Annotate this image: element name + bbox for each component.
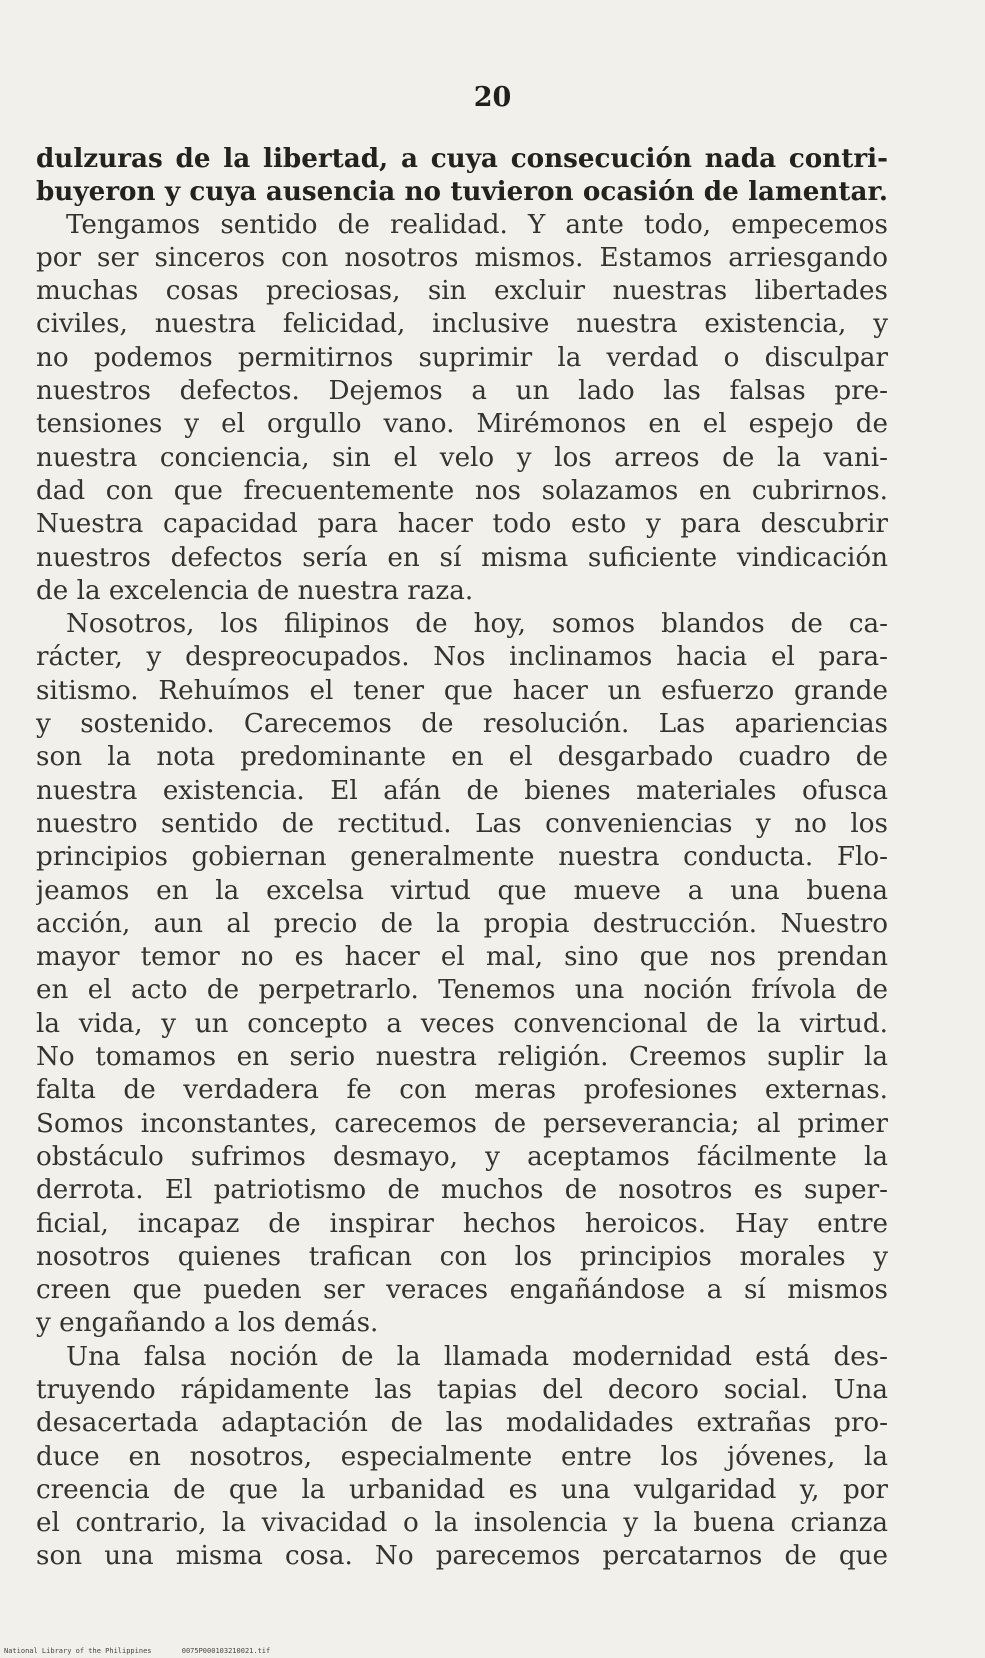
text-line: rácter, y despreocupados. Nos inclinamos hacia el para-: [36, 642, 888, 673]
text-line: truyendo rápidamente las tapias del decoro social. Una: [36, 1374, 888, 1405]
text-line: creencia de que la urbanidad es una vulgaridad y, por: [36, 1474, 888, 1505]
text-line: Nosotros, los filipinos de hoy, somos blandos de ca-: [66, 609, 888, 640]
text-line: creen que pueden ser veraces engañándose a sí mismos: [36, 1275, 888, 1306]
text-line: buyeron y cuya ausencia no tuvieron ocasión de lamentar.: [36, 176, 888, 208]
body-text: [36, 142, 888, 1574]
text-line: de la excelencia de nuestra raza.: [36, 575, 474, 606]
footer-file: 0075P000103210021.tif: [181, 1647, 271, 1655]
text-line: dulzuras de la libertad, a cuya consecución nada contri-: [36, 143, 888, 174]
text-line: principios gobiernan generalmente nuestra conducta. Flo-: [36, 842, 888, 873]
text-line: nuestros defectos. Dejemos a un lado las falsas pre-: [36, 376, 888, 407]
text-line: tensiones y el orgullo vano. Mirémonos en el espejo de: [36, 409, 888, 440]
text-line: jeamos en la excelsa virtud que mueve a una buena: [36, 875, 888, 906]
text-line: Una falsa noción de la llamada modernidad está des-: [66, 1341, 888, 1372]
text-line: son la nota predominante en el desgarbado cuadro de: [36, 742, 888, 773]
text-line: en el acto de perpetrarlo. Tenemos una noción frívola de: [36, 975, 888, 1006]
text-line: desacertada adaptación de las modalidades extrañas pro-: [36, 1408, 888, 1439]
footer-library: National Library of the Philippines: [4, 1647, 152, 1655]
text-line: sitismo. Rehuímos el tener que hacer un esfuerzo grande: [36, 675, 888, 706]
text-line: dad con que frecuentemente nos solazamos en cubrirnos.: [36, 475, 888, 506]
text-line: duce en nosotros, especialmente entre los jóvenes, la: [36, 1441, 888, 1472]
text-line: mayor temor no es hacer el mal, sino que nos prendan: [36, 942, 888, 973]
text-line: nuestra conciencia, sin el velo y los arreos de la vani-: [36, 442, 888, 473]
text-line: Somos inconstantes, carecemos de perseverancia; al primer: [36, 1108, 888, 1139]
text-line: ficial, incapaz de inspirar hechos heroicos. Hay entre: [36, 1208, 888, 1239]
text-line: y engañando a los demás.: [36, 1308, 379, 1339]
text-line: No tomamos en serio nuestra religión. Creemos suplir la: [36, 1042, 888, 1073]
text-line: por ser sinceros con nosotros mismos. Estamos arriesgando: [36, 242, 888, 273]
text-line: Nuestra capacidad para hacer todo esto y para descubrir: [36, 509, 888, 540]
text-line: el contrario, la vivacidad o la insolencia y la buena crianza: [36, 1508, 888, 1539]
text-line: muchas cosas preciosas, sin excluir nuestras libertades: [36, 276, 888, 307]
text-line: obstáculo sufrimos desmayo, y aceptamos fácilmente la: [36, 1141, 888, 1172]
text-line: Tengamos sentido de realidad. Y ante todo, empecemos: [66, 209, 888, 240]
text-line: y sostenido. Carecemos de resolución. Las apariencias: [36, 709, 888, 740]
text-line: la vida, y un concepto a veces convencional de la virtud.: [36, 1008, 888, 1039]
page-number: 20: [473, 82, 512, 113]
text-line: son una misma cosa. No parecemos percatarnos de que: [36, 1541, 888, 1572]
scan-footer: [4, 1647, 296, 1655]
text-line: nuestros defectos sería en sí misma suficiente vindicación: [36, 542, 888, 573]
text-line: derrota. El patriotismo de muchos de nosotros es super-: [36, 1175, 888, 1206]
text-line: nuestra existencia. El afán de bienes materiales ofusca: [36, 775, 888, 806]
text-line: nosotros quienes trafican con los principios morales y: [36, 1241, 888, 1272]
text-line: acción, aun al precio de la propia destrucción. Nuestro: [36, 908, 888, 939]
text-line: no podemos permitirnos suprimir la verdad o disculpar: [36, 342, 888, 373]
text-line: nuestro sentido de rectitud. Las conveniencias y no los: [36, 808, 888, 839]
text-line: falta de verdadera fe con meras profesiones externas.: [36, 1075, 888, 1106]
text-line: civiles, nuestra felicidad, inclusive nuestra existencia, y: [36, 309, 888, 340]
